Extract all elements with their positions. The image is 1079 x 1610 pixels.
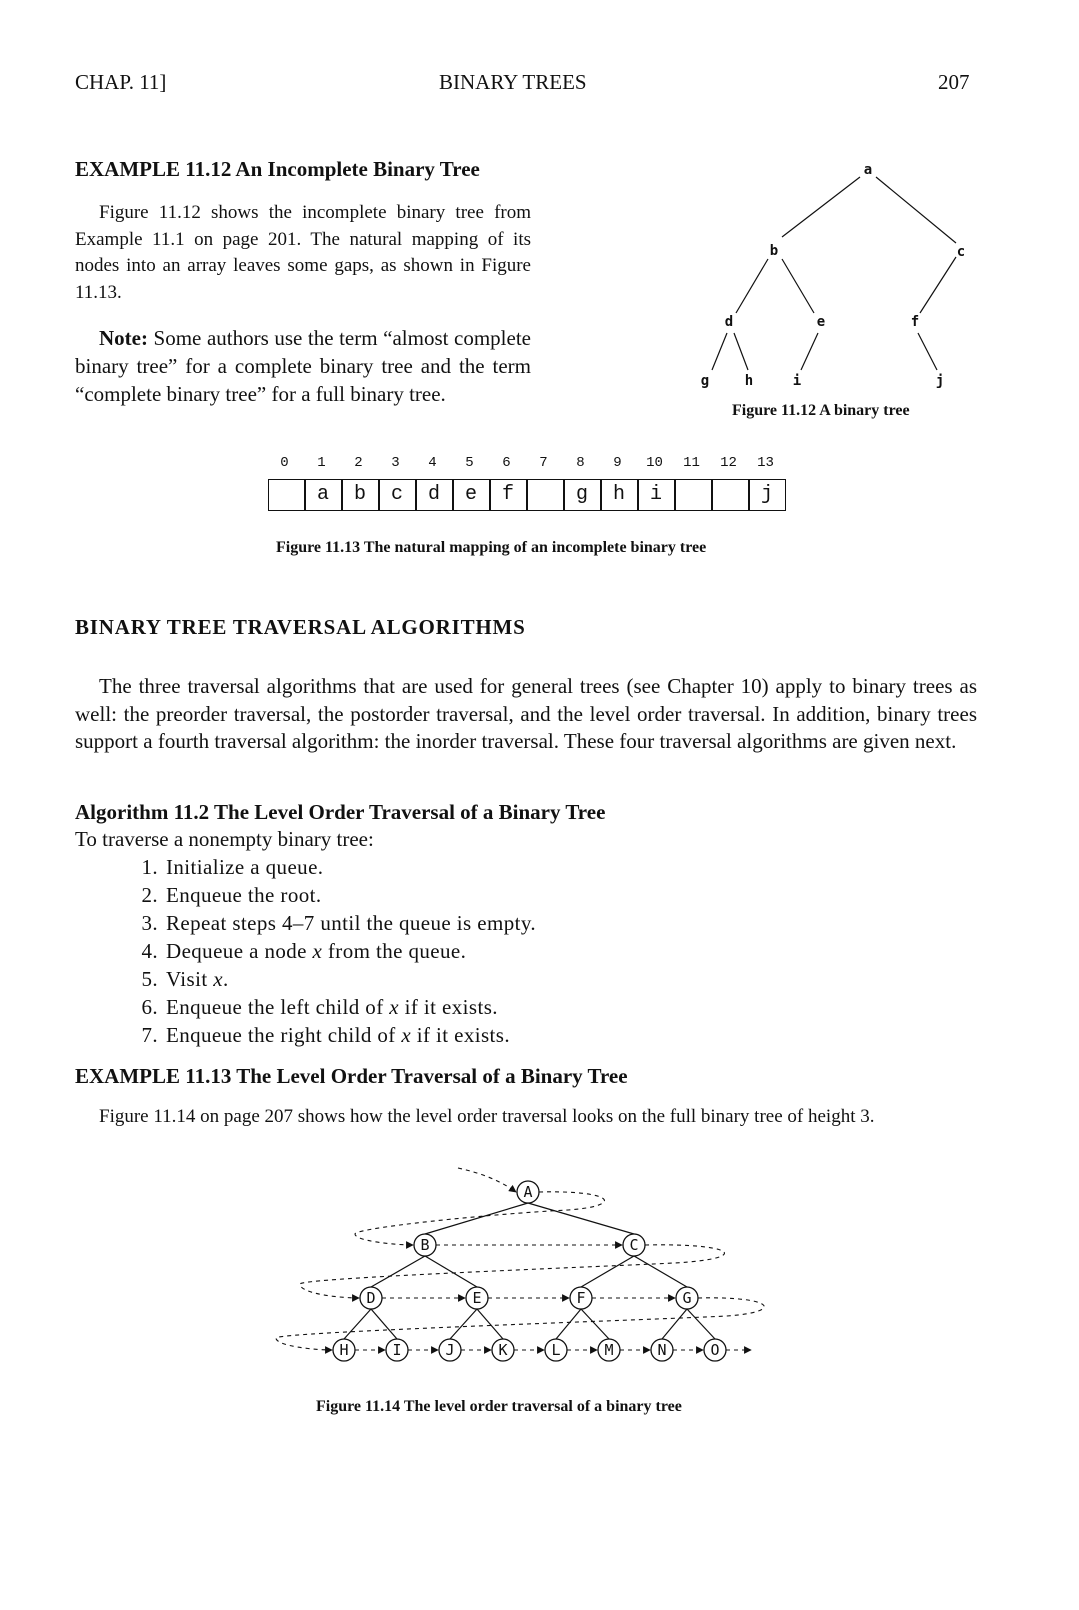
- tree-node-label: O: [710, 1341, 720, 1359]
- array-index: 7: [539, 455, 548, 471]
- step-variable: x: [401, 1023, 412, 1047]
- example-11-13-text: Figure 11.14 on page 207 shows how the level order traversal looks on the full binary tree of height 3.: [99, 1106, 875, 1127]
- array-cell-row: [266, 475, 786, 511]
- running-title: BINARY TREES: [439, 70, 587, 94]
- tree-node-j: [439, 1339, 461, 1361]
- step-number: 5.: [141, 967, 158, 991]
- array-index: 8: [576, 455, 585, 471]
- tree-node-d: [360, 1287, 382, 1309]
- array-cell: [712, 479, 749, 511]
- tree-node-label: K: [498, 1341, 508, 1359]
- tree-node-label: B: [420, 1236, 430, 1254]
- step-variable: x: [213, 967, 223, 991]
- array-cell: g: [564, 479, 601, 511]
- step-number: 2.: [141, 883, 158, 907]
- algorithm-steps: [120, 853, 820, 1049]
- array-index: 0: [280, 455, 289, 471]
- step-variable: x: [312, 939, 323, 963]
- tree-edge: [425, 1256, 477, 1287]
- node-e: e: [816, 314, 826, 330]
- step-text: Enqueue the left child of: [166, 995, 390, 1019]
- tree-node-label: M: [604, 1341, 614, 1359]
- note-label: Note:: [99, 326, 148, 350]
- edge-f-j: [918, 333, 937, 370]
- step-text: Dequeue a node: [166, 939, 313, 963]
- tree-node-i: [386, 1339, 408, 1361]
- node-j: j: [935, 373, 945, 389]
- tree-edge: [581, 1309, 609, 1339]
- array-index: 13: [757, 455, 774, 471]
- tree-edge: [477, 1309, 503, 1339]
- example-11-12-title: EXAMPLE 11.12 An Incomplete Binary Tree: [75, 157, 480, 181]
- array-index: 6: [502, 455, 511, 471]
- array-cell: a: [305, 479, 342, 511]
- array-index: 4: [428, 455, 437, 471]
- edge-a-c: [876, 177, 956, 243]
- tree-edge: [371, 1309, 397, 1339]
- array-index: 5: [465, 455, 474, 471]
- tree-edge: [450, 1309, 477, 1339]
- edge-c-f: [920, 257, 956, 313]
- example-11-13-title: EXAMPLE 11.13 The Level Order Traversal of a Binary Tree: [75, 1064, 628, 1088]
- array-index: 3: [391, 455, 400, 471]
- node-h: h: [744, 373, 754, 389]
- array-cell: b: [342, 479, 379, 511]
- algorithm-lead: To traverse a nonempty binary tree:: [75, 827, 374, 851]
- algorithm-step: [120, 993, 820, 1021]
- step-text: Enqueue the right child of: [166, 1023, 402, 1047]
- tree-node-label: E: [472, 1289, 482, 1307]
- figure-11-14-caption: Figure 11.14 The level order traversal of a binary tree: [316, 1398, 682, 1415]
- step-text-after: .: [222, 967, 229, 991]
- node-g: g: [700, 373, 710, 389]
- example-11-12-paragraph: Figure 11.12 shows the incomplete binary tree from Example 11.1 on page 201. The natural mapping of its nodes into an array leaves some gaps, as shown in Figure 11.13.: [75, 202, 531, 303]
- algorithm-step: [120, 1021, 820, 1049]
- tree-node-label: N: [657, 1341, 667, 1359]
- algorithm-step: [120, 881, 820, 909]
- array-cell: i: [638, 479, 675, 511]
- array-cell: d: [416, 479, 453, 511]
- array-cell: c: [379, 479, 416, 511]
- tree-edge: [528, 1203, 634, 1234]
- node-f: f: [910, 314, 920, 330]
- section-title: BINARY TREE TRAVERSAL ALGORITHMS: [75, 615, 526, 639]
- algorithm-11-2-title: Algorithm 11.2 The Level Order Traversal of a Binary Tree: [75, 800, 606, 824]
- tree-edge: [581, 1256, 634, 1287]
- step-variable: x: [389, 995, 399, 1019]
- array-cell: j: [749, 479, 786, 511]
- tree-node-n: [651, 1339, 673, 1361]
- array-index: 11: [683, 455, 700, 471]
- tree-node-f: [570, 1287, 592, 1309]
- tree-node-label: C: [629, 1236, 639, 1254]
- tree-node-label: H: [339, 1341, 349, 1359]
- note-paragraph: [75, 324, 531, 408]
- step-number: 6.: [141, 995, 158, 1019]
- figure-11-12-tree: [690, 155, 980, 395]
- tree-node-label: L: [551, 1341, 561, 1359]
- figure-11-13-array: [266, 455, 786, 511]
- tree-edge: [634, 1256, 687, 1287]
- step-text-after: if it exists.: [398, 995, 498, 1019]
- tree-edge: [371, 1256, 425, 1287]
- tree-node-label: A: [523, 1183, 533, 1201]
- traversal-path: [355, 1192, 604, 1245]
- edge-d-g: [712, 333, 727, 370]
- tree-node-label: J: [445, 1341, 455, 1359]
- step-text: Initialize a queue.: [166, 855, 324, 879]
- figure-11-13-caption: Figure 11.13 The natural mapping of an incomplete binary tree: [276, 539, 707, 556]
- array-cell: e: [453, 479, 490, 511]
- tree-node-a: [517, 1181, 539, 1203]
- algorithm-step: [120, 937, 820, 965]
- array-index: 1: [317, 455, 326, 471]
- algorithm-step: [120, 853, 820, 881]
- step-number: 4.: [141, 939, 158, 963]
- step-text-after: if it exists.: [411, 1023, 510, 1047]
- tree-node-l: [545, 1339, 567, 1361]
- note-text: Some authors use the term “almost complete binary tree” for a complete binary tree and the term “complete binary tree” for a full binary tree.: [75, 326, 531, 406]
- tree-edge: [662, 1309, 687, 1339]
- tree-node-c: [623, 1234, 645, 1256]
- array-cell: f: [490, 479, 527, 511]
- chapter-label: CHAP. 11]: [75, 70, 167, 94]
- page-number: 207: [938, 70, 970, 94]
- step-text: Visit: [166, 967, 214, 991]
- array-cell: [675, 479, 712, 511]
- array-index: 9: [613, 455, 622, 471]
- edge-b-e: [782, 259, 814, 313]
- tree-node-label: G: [682, 1289, 692, 1307]
- step-text: Repeat steps 4–7 until the queue is empty.: [166, 911, 537, 935]
- step-number: 1.: [141, 855, 158, 879]
- tree-node-e: [466, 1287, 488, 1309]
- node-d: d: [724, 314, 734, 330]
- tree-node-b: [414, 1234, 436, 1256]
- figure-11-12-caption: Figure 11.12 A binary tree: [732, 402, 910, 419]
- tree-node-g: [676, 1287, 698, 1309]
- tree-edge: [425, 1203, 528, 1234]
- edge-b-d: [736, 259, 768, 313]
- tree-edge: [344, 1309, 371, 1339]
- tree-node-label: I: [392, 1341, 402, 1359]
- edge-d-h: [734, 333, 748, 370]
- tree-node-m: [598, 1339, 620, 1361]
- edge-a-b: [782, 177, 860, 237]
- tree-node-k: [492, 1339, 514, 1361]
- step-text: Enqueue the root.: [166, 883, 322, 907]
- section-intro: The three traversal algorithms that are used for general trees (see Chapter 10) apply to binary trees as well: the preorder traversal, the postorder traversal, and the level order traversal. In addition, binary trees support a fourth traversal algorithm: the inorder traversal. These four traversal algorithms are given next.: [75, 674, 977, 753]
- tree-edge: [556, 1309, 581, 1339]
- step-number: 7.: [141, 1023, 158, 1047]
- array-index: 10: [646, 455, 663, 471]
- node-c: c: [956, 244, 966, 260]
- array-index: 12: [720, 455, 737, 471]
- edge-e-i: [801, 333, 818, 370]
- step-number: 3.: [141, 911, 158, 935]
- figure-11-14-traversal: [270, 1160, 790, 1370]
- array-index-row: [266, 455, 786, 475]
- array-cell: h: [601, 479, 638, 511]
- tree-edge: [687, 1309, 715, 1339]
- tree-node-label: D: [366, 1289, 376, 1307]
- array-cell: [268, 479, 305, 511]
- tree-node-h: [333, 1339, 355, 1361]
- array-cell: [527, 479, 564, 511]
- array-index: 2: [354, 455, 363, 471]
- algorithm-step: [120, 909, 820, 937]
- step-text-after: from the queue.: [322, 939, 467, 963]
- tree-node-label: F: [576, 1289, 586, 1307]
- traversal-path: [458, 1168, 516, 1192]
- node-b: b: [769, 243, 779, 259]
- algorithm-step: [120, 965, 820, 993]
- node-a: a: [863, 162, 873, 178]
- tree-node-o: [704, 1339, 726, 1361]
- node-i: i: [792, 373, 802, 389]
